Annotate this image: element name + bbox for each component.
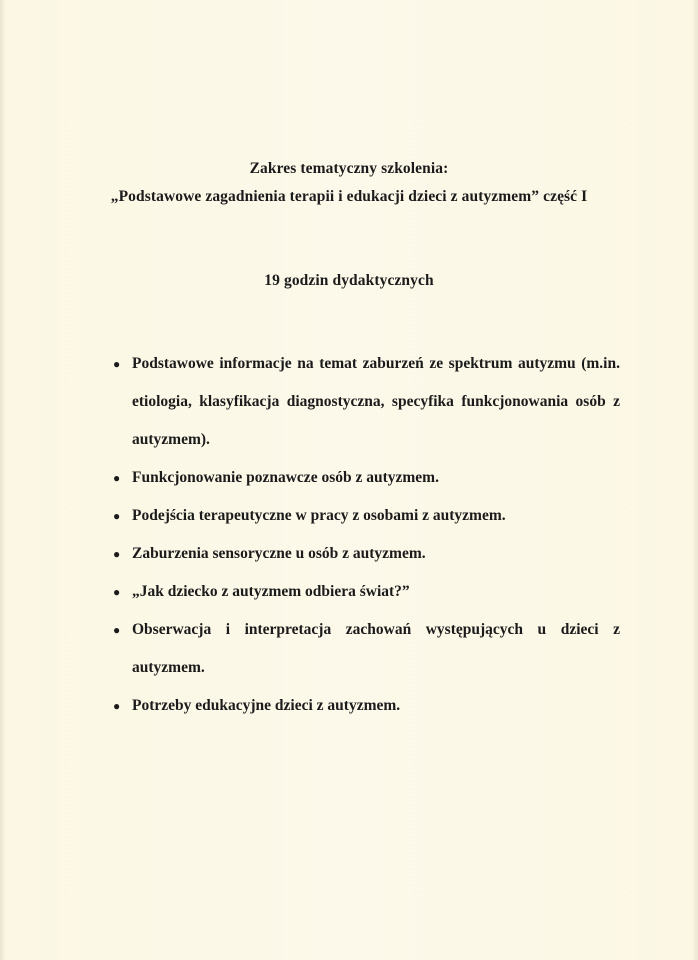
topic-item <box>112 573 620 611</box>
bullet-icon: ● <box>113 357 121 371</box>
paper-edge-right <box>692 0 698 960</box>
topic-text: Potrzeby edukacyjne dzieci z autyzmem. <box>132 697 401 714</box>
topic-text: Zaburzenia sensoryczne u osób z autyzmem. <box>132 545 426 562</box>
bullet-icon: ● <box>113 471 121 485</box>
document-title: Zakres tematyczny szkolenia: <box>249 160 449 177</box>
topic-text: Funkcjonowanie poznawcze osób z autyzmem. <box>132 469 439 486</box>
topic-text: Podejścia terapeutyczne w pracy z osobami z autyzmem. <box>132 507 506 524</box>
paper-edge-left <box>0 0 6 960</box>
topic-item <box>112 459 620 497</box>
bullet-icon: ● <box>113 547 121 561</box>
bullet-icon: ● <box>113 623 121 637</box>
topic-item <box>112 345 620 459</box>
topic-text: „Jak dziecko z autyzmem odbiera świat?” <box>132 583 410 600</box>
bullet-icon: ● <box>113 699 121 713</box>
topic-item <box>112 497 620 535</box>
hours-count: 19 godzin dydaktycznych <box>264 272 434 289</box>
topic-item <box>112 535 620 573</box>
topic-item <box>112 687 620 725</box>
topic-text: Obserwacja i interpretacja zachowań występujących u dzieci z autyzmem. <box>132 621 620 676</box>
topic-item <box>112 611 620 687</box>
bullet-icon: ● <box>113 509 121 523</box>
topic-text: Podstawowe informacje na temat zaburzeń ze spektrum autyzmu (m.in. etiologia, klasyfikacja diagnostyczna, specyfika funkcjonowania osób z autyzmem). <box>132 355 620 448</box>
bullet-icon: ● <box>113 585 121 599</box>
topics-list <box>112 345 620 725</box>
course-name: „Podstawowe zagadnienia terapii i edukacji dzieci z autyzmem” część I <box>110 188 588 205</box>
